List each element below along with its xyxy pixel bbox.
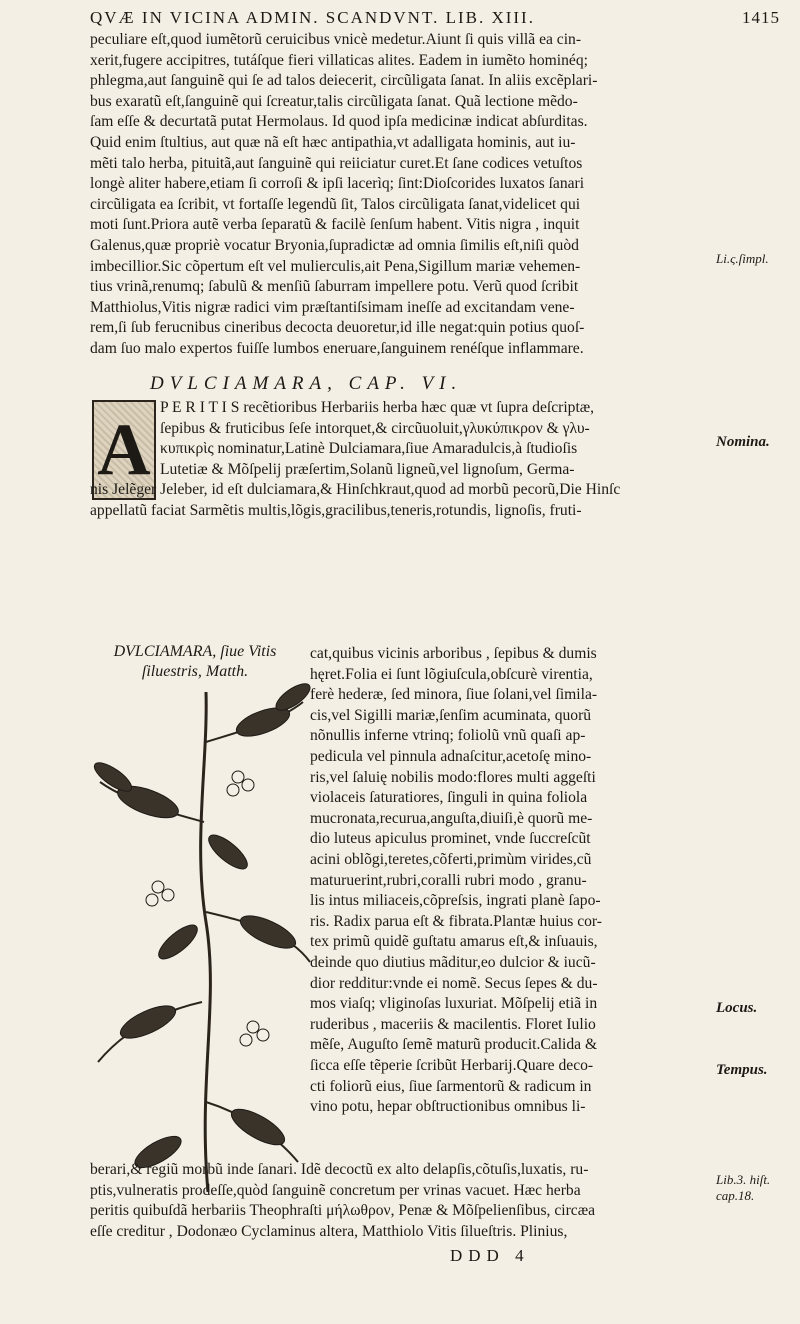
text-line: nõnullis inferne vtrinq; foliolũ vnũ quaſi ap- bbox=[310, 727, 586, 745]
text-line: peculiare eſt,quod iumẽtorũ ceruicibus vnicè medetur.Aiunt ſi quis villã ea cin- bbox=[90, 31, 582, 48]
margin-note-lib-hist: Lib.3. hiſt. cap.18. bbox=[716, 1172, 771, 1203]
text-line: ferè hederæ, ſed minora, ſiue ſolani,vel ſimila- bbox=[310, 686, 598, 704]
text-line: berari,& regiũ morbũ inde ſanari. Idẽ decoctũ ex alto delapſis,cõtuſis,luxatis, ru- bbox=[90, 1161, 589, 1178]
text-line: ris. Radix parua eſt & fibrata.Plantæ huius cor- bbox=[310, 912, 603, 930]
plant-woodcut-illustration bbox=[88, 682, 318, 1202]
text-line: ruderibus , maceriis & macilentis. Floret Iulio bbox=[310, 1015, 596, 1033]
text-line: mẽſe, Auguſto ſemẽ maturũ producit.Calida & bbox=[310, 1036, 598, 1054]
text-line: pedicula vel pinnula adnaſcitur,acetoſę mino- bbox=[310, 748, 592, 765]
text-line: xerit,fugere accipitres, tutáſque fieri villaticas alites. Eadem in iumẽto hominéq; bbox=[90, 51, 588, 69]
figure-caption: DVLCIAMARA, ſiue Vitis ſiluestris, Matth. bbox=[113, 643, 277, 680]
text-line: Matthiolus,Vitis nigræ radici vim præſtantiſsimam ineſſe ad excitandam vene- bbox=[90, 298, 575, 316]
text-line: peritis quibuſdã herbariis Theophraſti μήλωθρον, Penæ & Mõſpelienſibus, circæa bbox=[90, 1202, 596, 1219]
text-line: dior redditur:vnde ei nomẽ. Secus ſepes & du- bbox=[310, 974, 598, 992]
text-line: mos viaſq; vliginoſas luxuriat. Mõſpelij etiã in bbox=[310, 995, 598, 1013]
text-line: lis intus miliaceis,cõpreſsis, ingrati planè ſapo- bbox=[310, 892, 601, 910]
signature-mark: DDD 4 bbox=[450, 1246, 530, 1265]
text-line: Lutetiæ & Mõſpelij præſertim,Solanũ ligneũ,vel lignoſum, Germa- bbox=[160, 460, 575, 478]
running-header bbox=[90, 8, 780, 28]
text-line: hęret.Folia ei ſunt lõgiuſcula,obſcurè virentia, bbox=[310, 665, 593, 683]
text-line: ris,vel ſaluię nobilis modo:flores multi aggeſti bbox=[310, 768, 596, 786]
text-line: tex primũ quidẽ guſtatu amarus eſt,& inſuauis, bbox=[310, 933, 598, 951]
text-line: mucronata,recurua,anguſta,diuiſi,è quorũ me- bbox=[310, 809, 593, 827]
text-line: Galenus,quæ propriè vocatur Bryonia,ſupradictæ ad omnia ſimilis eſt,niſi quòd bbox=[90, 237, 579, 254]
margin-note-nomina: Nomina. bbox=[716, 434, 770, 450]
text-line: circũligata ea ſcribit, vt fortaſſe legendũ ſit, Talos circũligata ſanat,videlicet qui bbox=[90, 195, 581, 213]
text-line: cis,vel Sigilli mariæ,ſenſim acuminata, quorũ bbox=[310, 706, 592, 724]
text-line: deinde quo diutius mãditur,eo dulcior & iucũ- bbox=[310, 954, 596, 971]
text-line: dio luteus apiculus prominet, vnde ſuccreſcũt bbox=[310, 830, 591, 848]
text-line: ſicca eſſe tẽperie ſcribũt Herbarij.Quare deco- bbox=[310, 1057, 594, 1074]
margin-note-simpl: Li.ς.ſimpl. bbox=[716, 251, 769, 266]
text-line: imbecillior.Sic cõpertum eſt vel mulierculis,ait Pena,Sigillum mariæ vehemen- bbox=[90, 257, 581, 275]
text-line: ſepibus & fruticibus ſeſe intorquet,& circũuoluit,γλυκύπικρον & γλυ- bbox=[160, 419, 590, 437]
margin-note-tempus: Tempus. bbox=[716, 1062, 768, 1078]
text-line: vino potu, hepar obſtructionibus omnibus li- bbox=[310, 1098, 586, 1116]
text-line: κυπικρὶς nominatur,Latinè Dulciamara,ſiue Amaradulcis,à ſtudioſis bbox=[160, 440, 578, 457]
text-line: maturuerint,rubri,coralli rubri modo , granu- bbox=[310, 871, 587, 889]
text-line: tius vrinã,renumq; ſabulũ & menſiũ ſaburram impellere potu. Verũ quod ſcribit bbox=[90, 278, 579, 296]
text-line: moti ſunt.Priora autẽ verba ſeparatũ & facilè ſenſum habent. Vitis nigra , inquit bbox=[90, 216, 580, 234]
text-line: violaceis ſaturatiores, ſinguli in quina foliola bbox=[310, 789, 588, 807]
margin-note-locus: Locus. bbox=[716, 1000, 758, 1016]
decorated-initial-letter: A bbox=[97, 408, 151, 491]
text-line: mẽti talo herba, pituitã,aut ſanguinẽ qui reiiciatur curet.Et ſane codices vetuſtos bbox=[90, 154, 583, 172]
text-line: P E R I T I S recẽtioribus Herbariis herba hæc quæ vt ſupra deſcriptæ, bbox=[160, 399, 595, 416]
text-line: rem,ſi ſub ferucnibus cineribus decocta deuoretur,id ille negat:quin potius quoſ- bbox=[90, 319, 585, 337]
text-line: nis Jelẽger Jeleber, id eſt dulciamara,& Hinſchkraut,quod ad morbũ pecorũ,Die Hinſc bbox=[90, 481, 621, 498]
text-line: eſſe creditur , Dodonæo Cyclaminus altera, Matthiolo Vitis ſilueſtris. Plinius, bbox=[90, 1222, 568, 1240]
text-line: longè aliter habere,etiam ſi corroſi & ipſi lacerìq; ſint:Dioſcorides luxatos ſanari bbox=[90, 175, 585, 193]
text-line: cat,quibus vicinis arboribus , ſepibus & dumis bbox=[310, 645, 597, 662]
text-line: ptis,vulneratis prodeſſe,quòd ſanguinẽ concretum per vrinas vacuet. Hæc herba bbox=[90, 1181, 581, 1199]
text-line: cti foliorũ eius, ſiue ſarmentorũ & radicum in bbox=[310, 1077, 592, 1095]
page-number: 1415 bbox=[742, 8, 780, 27]
text-line: dam ſuo malo expertos fuiſſe lumbos eneruare,ſanguinem renéſque inflammare. bbox=[90, 340, 584, 357]
text-line: Quid enim ſtultius, aut quæ nã eſt hæc antipathia,vt adalligata hominis, aut iu- bbox=[90, 134, 576, 151]
text-line: phlegma,aut ſanguinẽ qui ſe ad talos deiecerit, circũligata ſanat. In aliis excẽplari- bbox=[90, 72, 598, 90]
text-line: acini oblõgi,teretes,cõferti,primùm virides,cũ bbox=[310, 851, 592, 868]
chapter-heading: DVLCIAMARA, CAP. VI. bbox=[150, 373, 463, 394]
running-title: QVÆ IN VICINA ADMIN. SCANDVNT. LIB. XIII. bbox=[90, 8, 535, 27]
text-line: appellatũ faciat Sarmẽtis multis,lõgis,gracilibus,teneris,rotundis, lignoſis, fruti- bbox=[90, 501, 582, 519]
text-line: ſam eſſe & decurtatã putat Hermolaus. Id quod ipſa medicinæ indicat abſurditas. bbox=[90, 113, 588, 131]
text-line: bus exaratũ eſt,ſanguinẽ qui ſcreatur,talis circũligata ſanat. Quã lectione mẽdo- bbox=[90, 92, 578, 110]
